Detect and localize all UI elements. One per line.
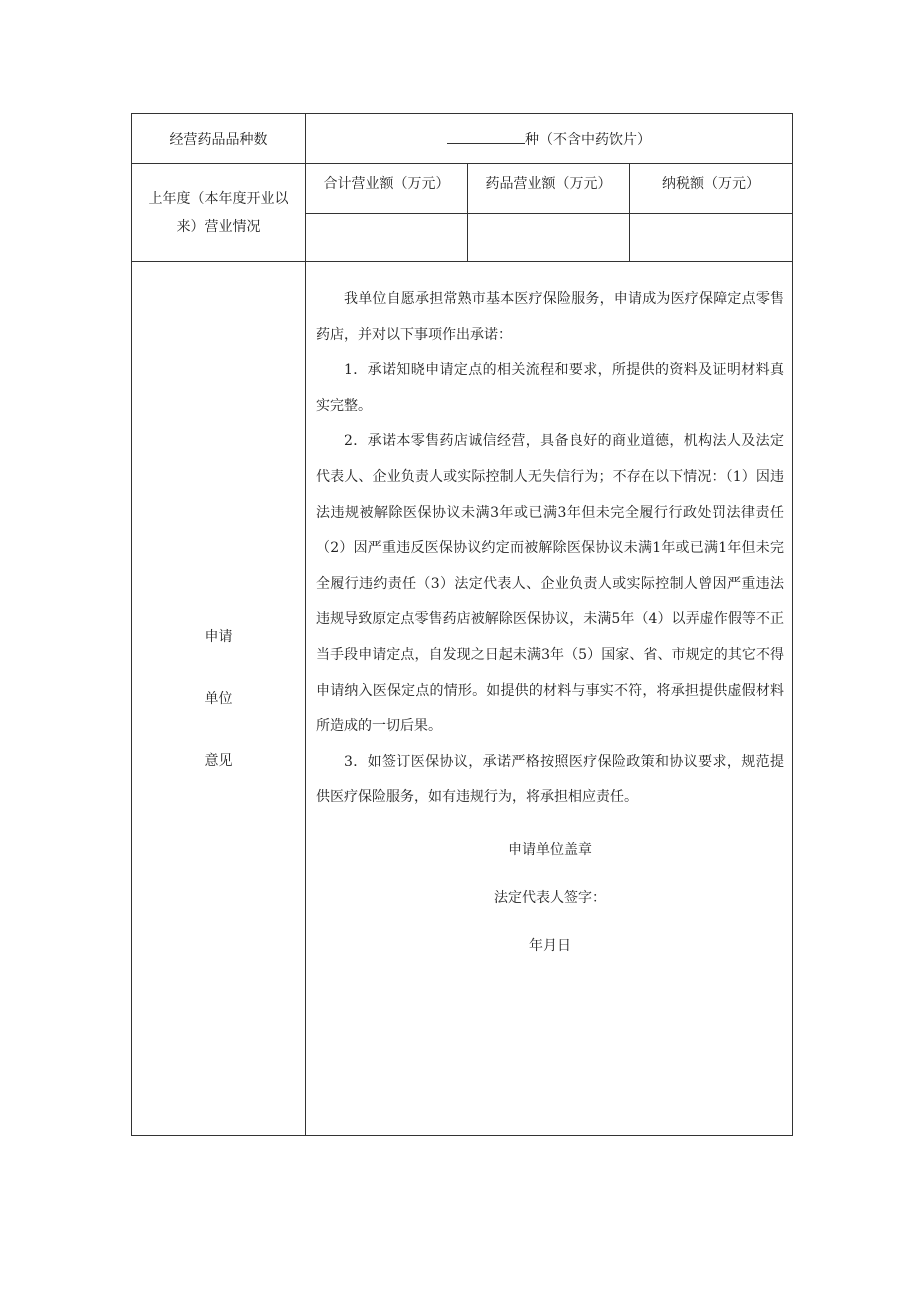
commitment-intro: 我单位自愿承担常熟市基本医疗保险服务，申请成为医疗保障定点零售药店，并对以下事项作出承诺： — [316, 291, 785, 343]
drug-revenue-input-cell[interactable] — [468, 214, 630, 262]
opinion-label-1: 申请 — [204, 628, 233, 645]
opinion-label — [132, 262, 306, 1136]
drug-variety-blank[interactable] — [447, 131, 525, 144]
total-revenue-input-cell[interactable] — [306, 214, 468, 262]
commitment-item-1: 1．承诺知晓申请定点的相关流程和要求，所提供的资料及证明材料真实完整。 — [316, 362, 785, 414]
signature-label[interactable]: 法定代表人签字： — [494, 889, 606, 906]
business-header-row — [132, 164, 793, 214]
seal-label: 申请单位盖章 — [508, 841, 592, 858]
business-label-line2: 来）营业情况 — [176, 218, 261, 235]
tax-input-cell[interactable] — [630, 214, 793, 262]
signature-block — [316, 826, 784, 970]
col-total-revenue-header: 合计营业额（万元） — [306, 164, 468, 214]
commitment-item-2: 2．承诺本零售药店诚信经营，具备良好的商业道德，机构法人及法定代表人、企业负责人或实际控制人无失信行为；不存在以下情况：（1）因违法违规被解除医保协议未满3年或已满3年但未完全履行行政处罚法律责任（2）因严重违反医保协议约定而被解除医保协议未满1年或已满1年但未完全履行违约责任（3）法定代表人、企业负责人或实际控制人曾因严重违法违规导致原定点零售药店被解除医保协议，未满5年（4）以弄虚作假等不正当手段申请定点，自发现之日起未满3年（5）国家、省、市规定的其它不得申请纳入医保定点的情形。如提供的材料与事实不符，将承担提供虚假材料所造成的一切后果。 — [316, 433, 785, 735]
application-form-table — [131, 113, 793, 1136]
date-label[interactable]: 年月日 — [529, 937, 571, 954]
drug-variety-label: 经营药品品种数 — [132, 114, 306, 164]
business-label — [132, 164, 306, 262]
commitment-cell — [306, 262, 793, 1136]
opinion-row — [132, 262, 793, 1136]
opinion-label-2: 单位 — [204, 690, 233, 707]
drug-variety-row — [132, 114, 793, 164]
drug-variety-suffix: 种（不含中药饮片） — [525, 131, 651, 148]
business-label-line1: 上年度（本年度开业以 — [148, 190, 289, 207]
drug-variety-value-cell[interactable] — [306, 114, 793, 164]
commitment-item-3: 3．如签订医保协议，承诺严格按照医疗保险政策和协议要求，规范提供医疗保险服务，如有违规行为，将承担相应责任。 — [316, 753, 785, 806]
col-drug-revenue-header: 药品营业额（万元） — [468, 164, 630, 214]
opinion-label-3: 意见 — [204, 752, 233, 769]
col-tax-header: 纳税额（万元） — [630, 164, 793, 214]
